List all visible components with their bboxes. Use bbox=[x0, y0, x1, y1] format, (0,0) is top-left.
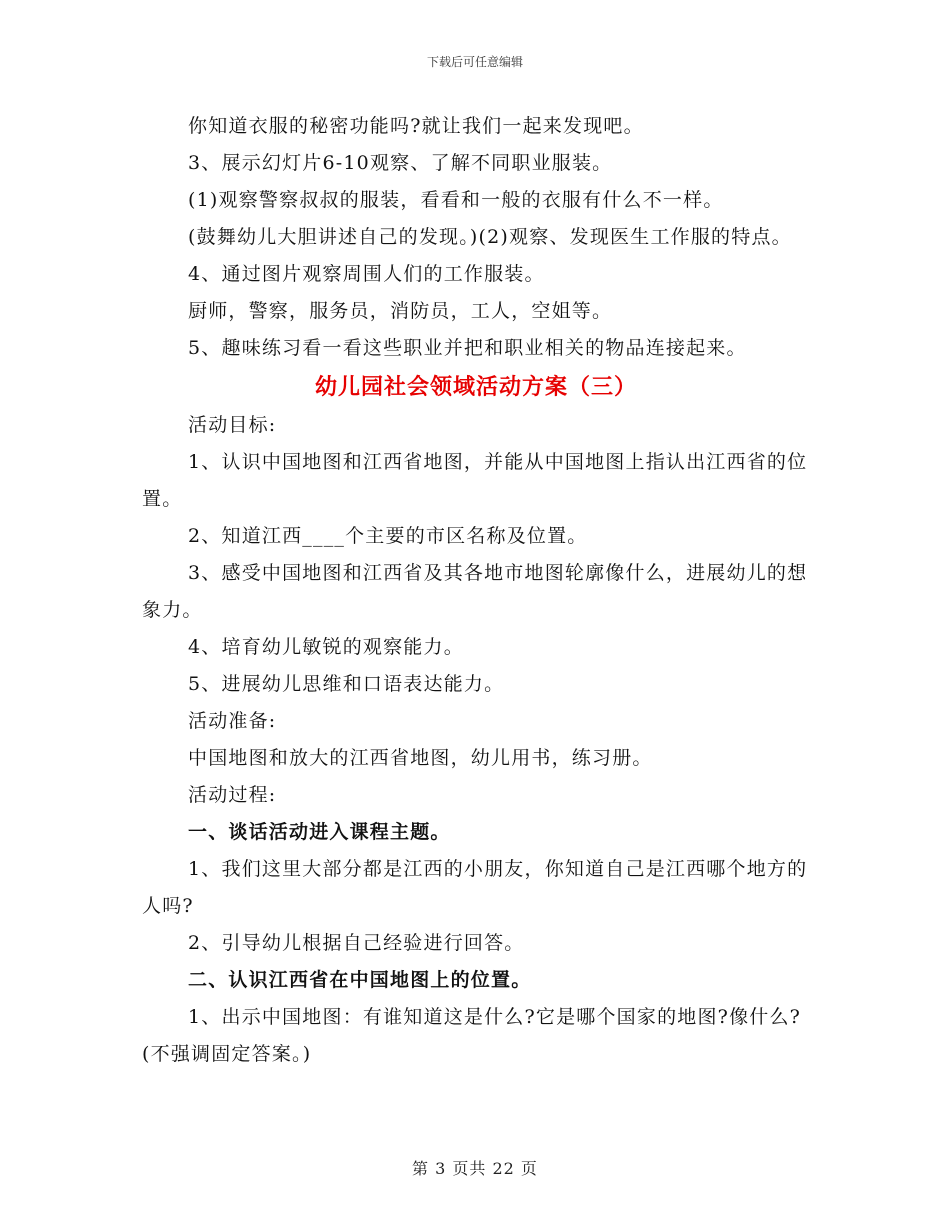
step2-heading: 二、认识江西省在中国地图上的位置。 bbox=[188, 969, 532, 991]
goal-item: 3、感受中国地图和江西省及其各地市地图轮廓像什么，进展幼儿的想象力。 bbox=[142, 562, 808, 621]
paragraph: 5、趣味练习看一看这些职业并把和职业相关的物品连接起来。 bbox=[188, 337, 747, 359]
paragraph: (鼓舞幼儿大胆讲述自己的发现。)(2)观察、发现医生工作服的特点。 bbox=[188, 226, 792, 248]
step-item: 1、出示中国地图：有谁知道这是什么?它是哪个国家的地图?像什么?(不强调固定答案。) bbox=[142, 1006, 802, 1065]
step-item: 1、我们这里大部分都是江西的小朋友，你知道自己是江西哪个地方的人吗? bbox=[142, 858, 808, 917]
goals-heading: 活动目标: bbox=[188, 414, 277, 436]
goal-item: 2、知道江西____个主要的市区名称及位置。 bbox=[188, 525, 588, 547]
goal-item: 4、培育幼儿敏锐的观察能力。 bbox=[188, 636, 464, 658]
process-heading: 活动过程: bbox=[188, 784, 277, 806]
paragraph: 4、通过图片观察周围人们的工作服装。 bbox=[188, 263, 545, 285]
page-header: 下载后可任意编辑 bbox=[426, 55, 523, 69]
paragraph: 你知道衣服的秘密功能吗?就让我们一起来发现吧。 bbox=[188, 115, 644, 137]
section-title: 幼儿园社会领域活动方案（三） bbox=[314, 374, 637, 400]
prep-text: 中国地图和放大的江西省地图，幼儿用书，练习册。 bbox=[188, 747, 653, 769]
step-item: 2、引导幼儿根据自己经验进行回答。 bbox=[188, 932, 525, 954]
goal-item: 1、认识中国地图和江西省地图，并能从中国地图上指认出江西省的位置。 bbox=[142, 451, 808, 510]
paragraph: 厨师，警察，服务员，消防员，工人，空姐等。 bbox=[188, 300, 613, 322]
paragraph: 3、展示幻灯片6-10观察、了解不同职业服装。 bbox=[188, 152, 613, 174]
prep-heading: 活动准备: bbox=[188, 710, 277, 732]
page-footer: 第 3 页共 22 页 bbox=[412, 1159, 538, 1178]
goal-item: 5、进展幼儿思维和口语表达能力。 bbox=[188, 673, 505, 695]
document-body bbox=[142, 108, 810, 1073]
paragraph: (1)观察警察叔叔的服装，看看和一般的衣服有什么不一样。 bbox=[188, 189, 724, 211]
step1-heading: 一、谈话活动进入课程主题。 bbox=[188, 821, 451, 843]
